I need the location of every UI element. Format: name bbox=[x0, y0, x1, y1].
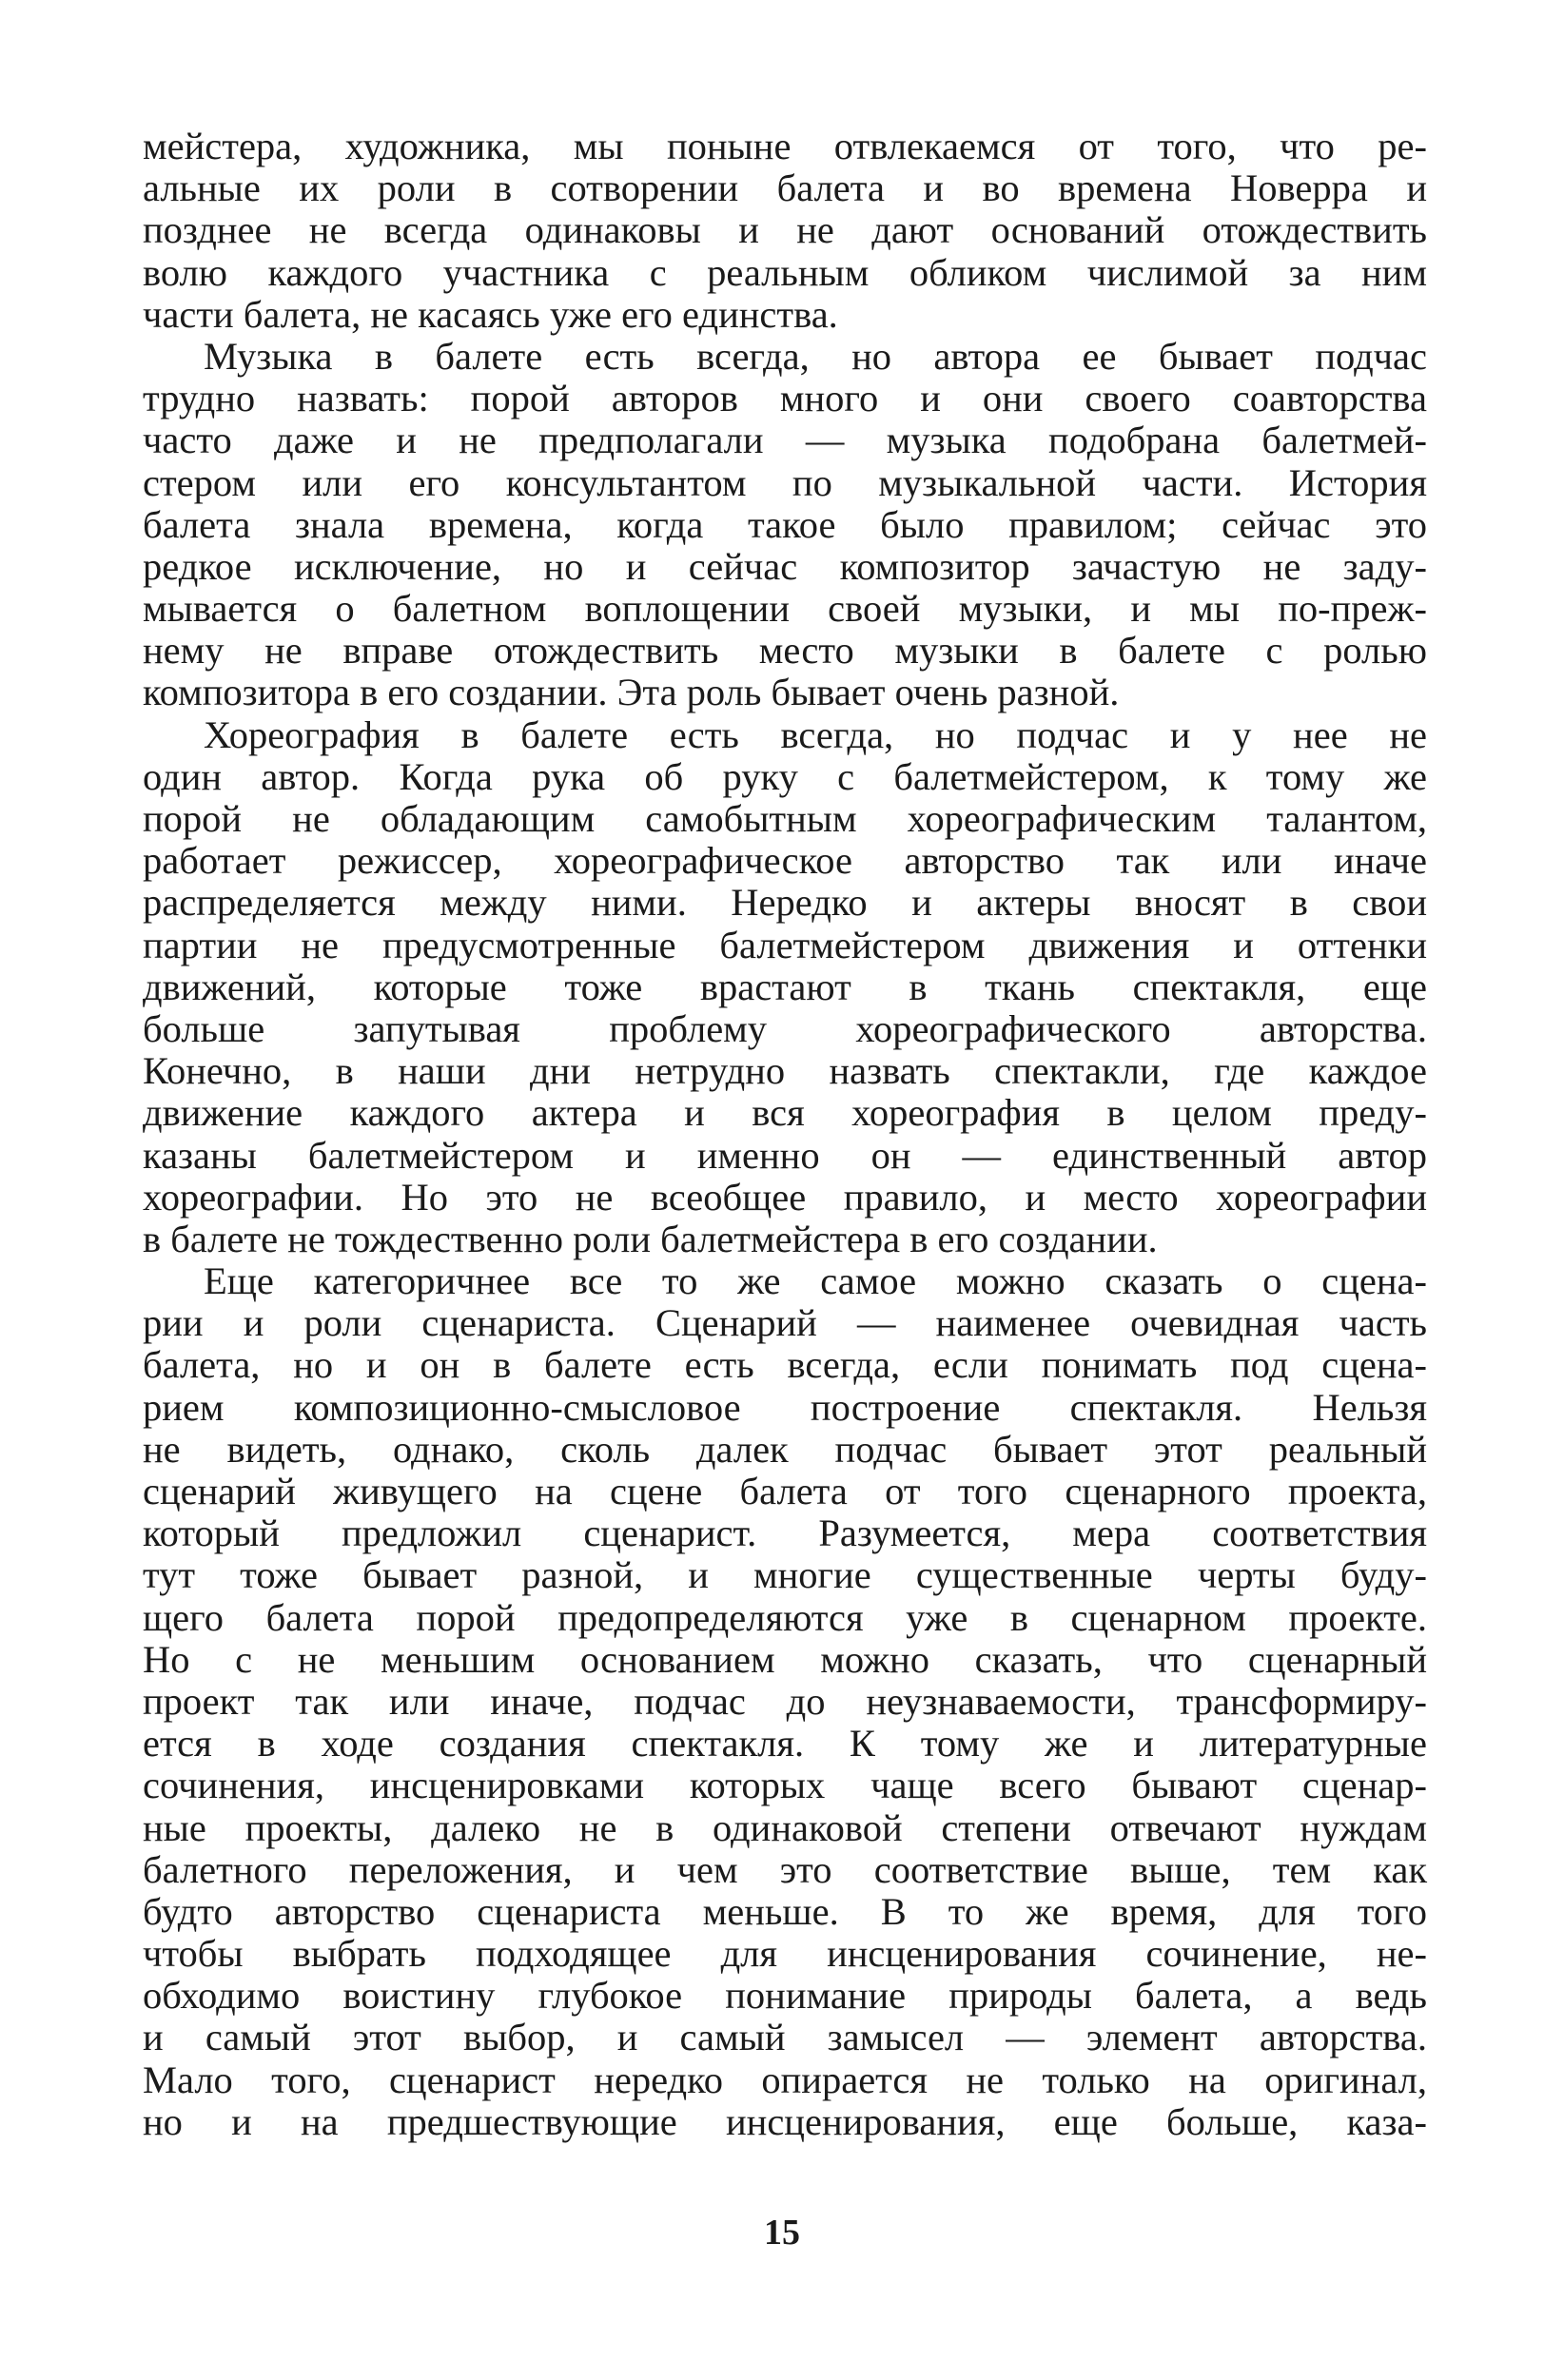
text-line: сочинения, инсценировками которых чаще всего бывают сценар- bbox=[143, 1764, 1427, 1807]
text-line: балетного переложения, и чем это соответствие выше, тем как bbox=[143, 1847, 1427, 1891]
text-line: в балете не тождественно роли балетмейстера в его создании. bbox=[143, 1217, 1158, 1260]
text-line: части балета, не касаясь уже его единства. bbox=[143, 292, 838, 336]
text-line: нему не вправе отождествить место музыки в балете с ролью bbox=[143, 629, 1427, 673]
text-line: движений, которые тоже врастают в ткань спектакля, еще bbox=[143, 965, 1427, 1008]
page-number: 15 bbox=[764, 2213, 800, 2253]
text-line: позднее не всегда одинаковы и не дают оснований отождествить bbox=[143, 208, 1427, 252]
text-line: который предложил сценарист. Разумеется, мера соответствия bbox=[143, 1512, 1427, 1555]
text-line: не видеть, однако, сколь далек подчас бывает этот реальный bbox=[143, 1427, 1427, 1471]
text-line: мейстера, художника, мы поныне отвлекаемся от того, что ре- bbox=[143, 125, 1427, 167]
page-text bbox=[143, 126, 1427, 2143]
text-line: ется в ходе создания спектакля. К тому же и литературные bbox=[143, 1722, 1427, 1765]
text-line: Музыка в балете есть всегда, но автора ее бывает подчас bbox=[204, 334, 1427, 378]
text-line: сценарий живущего на сцене балета от того сценарного проекта, bbox=[143, 1470, 1427, 1512]
text-line: партии не предусмотренные балетмейстером движения и оттенки bbox=[143, 923, 1427, 966]
text-line: хореографии. Но это не всеобщее правило, и место хореографии bbox=[143, 1175, 1427, 1219]
text-line: щего балета порой предопределяются уже в сценарном проекте. bbox=[143, 1595, 1427, 1639]
text-line: будто авторство сценариста меньше. В то же время, для того bbox=[143, 1889, 1427, 1933]
text-line: работает режиссер, хореографическое авторство так или иначе bbox=[143, 839, 1427, 883]
text-line: Но с не меньшим основанием можно сказать, что сценарный bbox=[143, 1637, 1427, 1681]
text-line: порой не обладающим самобытным хореографическим талантом, bbox=[143, 797, 1427, 840]
text-line: волю каждого участника с реальным обликом числимой за ним bbox=[143, 250, 1427, 294]
text-line: движение каждого актера и вся хореография в целом преду- bbox=[143, 1091, 1427, 1135]
text-line: рии и роли сценариста. Сценарий — наименее очевидная часть bbox=[143, 1301, 1427, 1345]
text-line: обходимо воистину глубокое понимание природы балета, а ведь bbox=[143, 1974, 1427, 2018]
text-line: Хореография в балете есть всегда, но подчас и у нее не bbox=[204, 712, 1427, 756]
text-line: чтобы выбрать подходящее для инсценирования сочинение, не- bbox=[143, 1932, 1427, 1976]
text-line: балета, но и он в балете есть всегда, если понимать под сцена- bbox=[143, 1343, 1427, 1387]
text-line: рием композиционно-смысловое построение спектакля. Нельзя bbox=[143, 1385, 1427, 1429]
text-line: редкое исключение, но и сейчас композитор зачастую не заду- bbox=[143, 544, 1427, 588]
text-line: проект так или иначе, подчас до неузнаваемости, трансформиру- bbox=[143, 1679, 1427, 1723]
text-line: Конечно, в наши дни нетрудно назвать спектакли, где каждое bbox=[143, 1049, 1427, 1093]
text-line: но и на предшествующие инсценирования, еще больше, каза- bbox=[143, 2099, 1427, 2143]
text-line: тут тоже бывает разной, и многие существенные черты буду- bbox=[143, 1553, 1427, 1597]
text-line: и самый этот выбор, и самый замысел — элемент авторства. bbox=[143, 2016, 1427, 2059]
text-line: больше запутывая проблему хореографического авторства. bbox=[143, 1006, 1427, 1050]
text-line: трудно назвать: порой авторов много и они своего соавторства bbox=[143, 377, 1427, 420]
text-line: композитора в его создании. Эта роль бывает очень разной. bbox=[143, 671, 1120, 714]
text-line: Еще категоричнее все то же самое можно сказать о сцена- bbox=[204, 1259, 1427, 1303]
text-line: балета знала времена, когда такое было правилом; сейчас это bbox=[143, 502, 1427, 546]
text-line: ные проекты, далеко не в одинаковой степени отвечают нуждам bbox=[143, 1805, 1427, 1849]
text-line: казаны балетмейстером и именно он — единственный автор bbox=[143, 1133, 1427, 1177]
text-line: мывается о балетном воплощении своей музыки, и мы по-преж- bbox=[143, 587, 1427, 631]
text-line: распределяется между ними. Нередко и актеры вносят в свои bbox=[143, 881, 1427, 925]
text-line: один автор. Когда рука об руку с балетмейстером, к тому же bbox=[143, 754, 1427, 798]
text-line: альные их роли в сотворении балета и во времена Новерра и bbox=[143, 166, 1427, 210]
text-line: стером или его консультантом по музыкальной части. История bbox=[143, 460, 1427, 504]
text-line: Мало того, сценарист нередко опирается не только на оригинал, bbox=[143, 2058, 1427, 2101]
text-line: часто даже и не предполагали — музыка подобрана балетмей- bbox=[143, 419, 1427, 462]
